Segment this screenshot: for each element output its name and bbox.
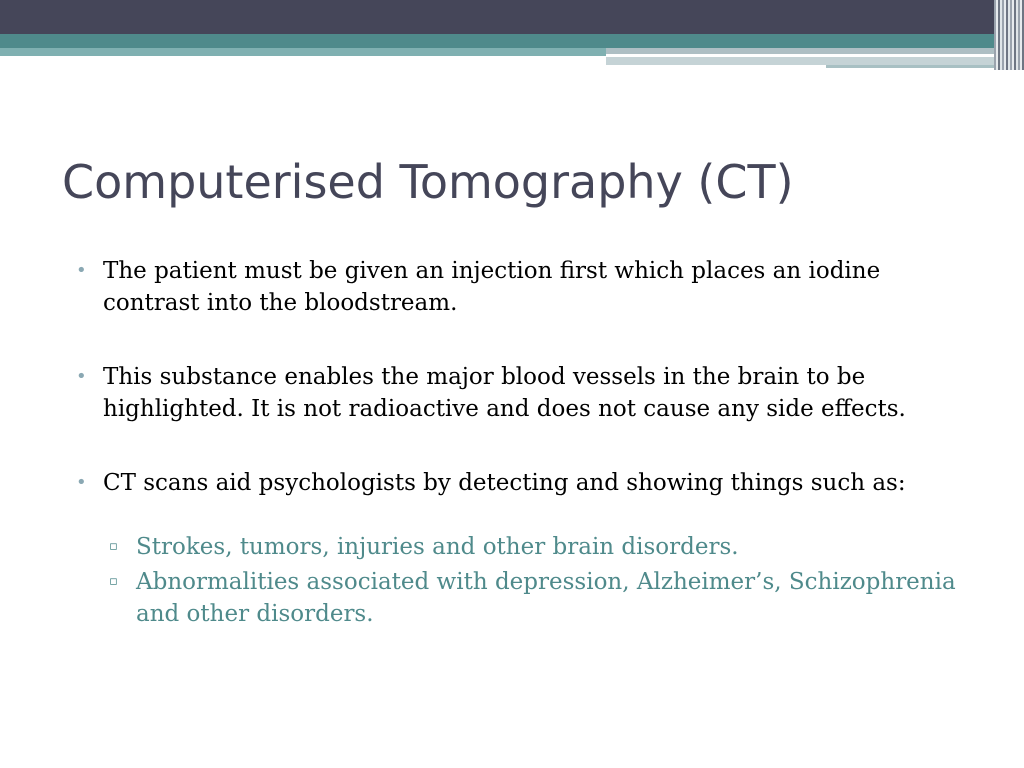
header-band-gray-lower	[606, 57, 1024, 65]
sub-bullet-list	[76, 531, 976, 630]
header-band-teal-light	[0, 48, 606, 56]
sub-bullet-text: Strokes, tumors, injuries and other brain disorders.	[136, 534, 739, 560]
square-bullet-icon: ▫	[109, 574, 118, 589]
bullet-text: CT scans aid psychologists by detecting and showing things such as:	[103, 470, 906, 496]
bullet-item	[76, 361, 976, 425]
bullet-marker-icon: •	[76, 260, 87, 281]
header-band-dark	[0, 0, 1024, 34]
bullet-marker-icon: •	[76, 472, 87, 493]
bullet-marker-icon: •	[76, 366, 87, 387]
bullet-text: The patient must be given an injection first which places an iodine contrast into the bloodstream.	[103, 258, 881, 316]
sub-bullet-text: Abnormalities associated with depression, Alzheimer’s, Schizophrenia and other disorders.	[136, 569, 956, 627]
square-bullet-icon: ▫	[109, 539, 118, 554]
sub-bullet-item	[109, 531, 976, 563]
decorative-stripes	[994, 0, 1024, 70]
bullet-item	[76, 255, 976, 319]
bullet-item	[76, 467, 976, 499]
slide-body	[76, 255, 976, 633]
bullet-text: This substance enables the major blood vessels in the brain to be highlighted. It is not radioactive and does not cause any side effects.	[103, 364, 906, 422]
header-band-teal	[0, 34, 1024, 48]
sub-bullet-item	[109, 566, 976, 630]
slide-title: Computerised Tomography (CT)	[62, 155, 794, 209]
